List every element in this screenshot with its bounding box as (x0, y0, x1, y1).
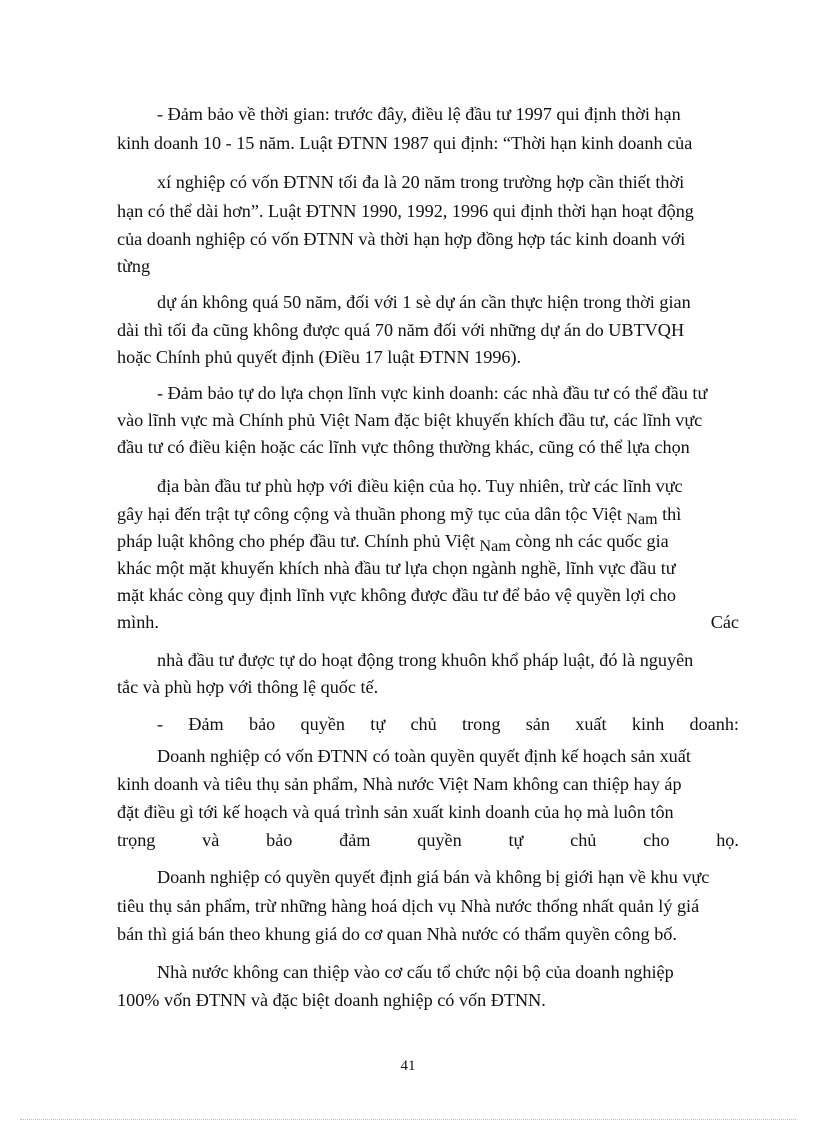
text-line: hạn có thể dài hơn”. Luật ĐTNN 1990, 1992, 1996 qui định thời hạn hoạt động (117, 201, 694, 221)
text-line: - Đảm bảo về thời gian: trước đây, điều lệ đầu tư 1997 qui định thời hạn (157, 104, 681, 124)
text-line: bán thì giá bán theo khung giá do cơ quan Nhà nước có thẩm quyền công bố. (117, 924, 677, 944)
text-line: nhà đầu tư được tự do hoạt động trong khuôn khổ pháp luật, đó là nguyên (157, 650, 694, 670)
text-line: xí nghiệp có vốn ĐTNN tối đa là 20 năm trong trường hợp cần thiết thời (157, 172, 685, 192)
text-line: trọng và bảo đảm quyền tự chủ cho họ. (117, 830, 739, 850)
text-line: - Đảm bảo quyền tự chủ trong sản xuất kinh doanh: (157, 714, 739, 734)
text-line: 100% vốn ĐTNN và đặc biệt doanh nghiệp có vốn ĐTNN. (117, 990, 546, 1010)
text-line: hoặc Chính phủ quyết định (Điều 17 luật ĐTNN 1996). (117, 347, 522, 367)
text-line: khác một mặt khuyến khích nhà đầu tư lựa chọn ngành nghề, lĩnh vực đầu tư (117, 558, 676, 578)
text-line: mặt khác còng quy định lĩnh vực không được đầu tư để bảo vệ quyền lợi cho (117, 585, 676, 605)
page-number: 41 (400, 1058, 416, 1074)
text-line: đặt điều gì tới kế hoạch và quá trình sản xuất kinh doanh của họ mà luôn tôn (117, 802, 674, 822)
text-line: tiêu thụ sản phẩm, trừ những hàng hoá dịch vụ Nhà nước thống nhất quản lý giá (117, 896, 700, 916)
page-bottom-border (20, 1119, 796, 1120)
text-line: tắc và phù hợp với thông lệ quốc tế. (117, 677, 379, 697)
text-line: kinh doanh và tiêu thụ sản phẩm, Nhà nước Việt Nam không can thiệp hay áp (117, 774, 682, 794)
text-line: Nhà nước không can thiệp vào cơ cấu tổ chức nội bộ của doanh nghiệp (157, 962, 674, 982)
text-line: kinh doanh 10 - 15 năm. Luật ĐTNN 1987 qui định: “Thời hạn kinh doanh của (117, 133, 693, 153)
text-line: đầu tư có điều kiện hoặc các lĩnh vực thông thường khác, cũng có thể lựa chọn (117, 437, 690, 457)
text-line: vào lĩnh vực mà Chính phủ Việt Nam đặc biệt khuyến khích đầu tư, các lĩnh vực (117, 410, 703, 430)
text-line: địa bàn đầu tư phù hợp với điều kiện của họ. Tuy nhiên, trừ các lĩnh vực (157, 476, 683, 496)
text-line: gây hại đến trật tự công cộng và thuần phong mỹ tục của dân tộc Việt Nam thì (117, 504, 682, 528)
text-line: - Đảm bảo tự do lựa chọn lĩnh vực kinh doanh: các nhà đầu tư có thể đầu tư (157, 383, 708, 403)
text-line: mình. Các (117, 612, 739, 632)
text-line: dự án không quá 50 năm, đối với 1 sè dự án cần thực hiện trong thời gian (157, 292, 691, 312)
text-line: của doanh nghiệp có vốn ĐTNN và thời hạn hợp đồng hợp tác kinh doanh với (117, 229, 686, 249)
text-line: pháp luật không cho phép đầu tư. Chính phủ Việt Nam còng nh các quốc gia (117, 531, 669, 555)
text-line: dài thì tối đa cũng không được quá 70 năm đối với những dự án do UBTVQH (117, 320, 685, 340)
text-line: từng (117, 256, 151, 276)
text-line: Doanh nghiệp có vốn ĐTNN có toàn quyền quyết định kế hoạch sản xuất (157, 746, 691, 766)
text-line: Doanh nghiệp có quyền quyết định giá bán và không bị giới hạn về khu vực (157, 867, 710, 887)
